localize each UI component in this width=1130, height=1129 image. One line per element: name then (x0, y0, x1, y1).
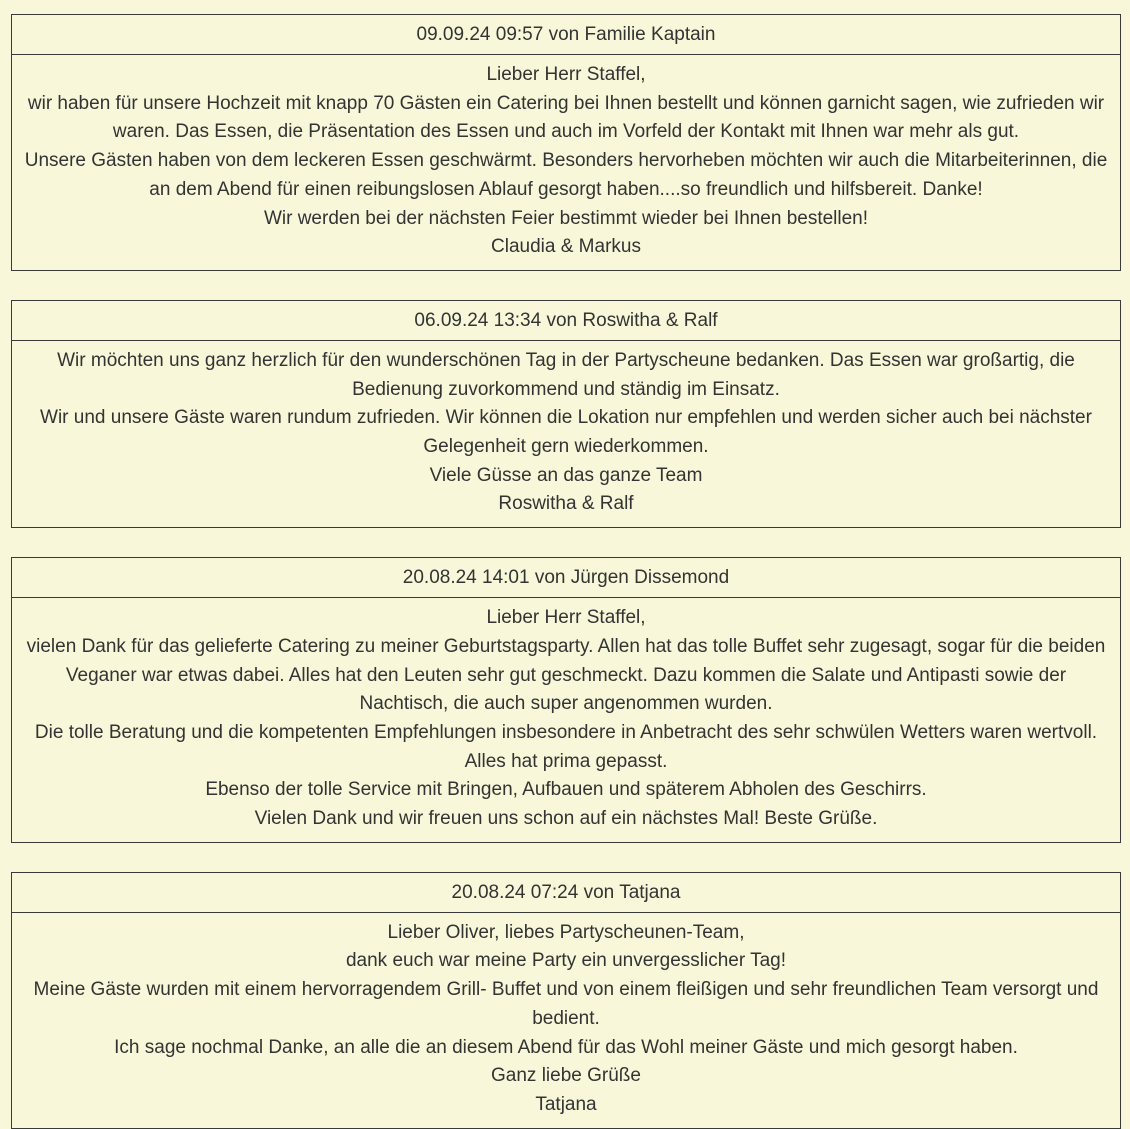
guestbook-entry (11, 300, 1121, 528)
message-line: Lieber Herr Staffel, (486, 64, 646, 85)
entry-date: 09.09.24 09:57 (416, 24, 544, 45)
message-line: Viele Güsse an das ganze Team (429, 464, 703, 486)
entry-header (12, 558, 1120, 598)
entry-message (12, 55, 1120, 270)
message-line: Ganz liebe Grüße (491, 1065, 641, 1087)
message-line: Claudia & Markus (491, 236, 641, 258)
entry-von-label: von (548, 24, 580, 45)
entry-message (12, 913, 1120, 1128)
entry-author: Roswitha & Ralf (582, 309, 718, 331)
message-line: Unsere Gästen haben von dem leckeren Essen geschwärmt. Besonders hervorheben möchten wir auch die Mitarbeiterinnen, die an dem Abend für einen reibungslosen Ablauf gesorgt haben....so freundlich und hilfsbereit. Danke! (24, 150, 1108, 200)
message-line: vielen Dank für das gelieferte Catering zu meiner Geburtstagsparty. Allen hat das tolle Buffet sehr zugesagt, sogar für die beiden Veganer war etwas dabei. Alles hat den Leuten sehr gut geschmeckt. Dazu kommen die Salate und Antipasti sowie der Nachtisch, die auch super angenommen wurden. (26, 635, 1106, 715)
message-line: wir haben für unsere Hochzeit mit knapp 70 Gästen ein Catering bei Ihnen bestellt und können garnicht sagen, wie zufrieden wir waren. Das Essen, die Präsentation des Essen und auch im Vorfeld der Kontakt mit Ihnen war mehr als gut. (27, 92, 1105, 143)
entry-von-label: von (534, 567, 566, 589)
entry-date: 20.08.24 14:01 (402, 567, 530, 589)
guestbook-entry (11, 14, 1121, 271)
message-line: Tatjana (535, 1093, 597, 1115)
message-line: Meine Gäste wurden mit einem hervorragendem Grill- Buffet und von einem fleißigen und sehr freundlichen Team versorgt und bedient. (33, 979, 1099, 1029)
entry-author: Tatjana (619, 881, 681, 903)
message-line: Roswitha & Ralf (498, 493, 634, 515)
guestbook-entry (11, 557, 1121, 843)
message-line: Lieber Herr Staffel, (486, 607, 646, 629)
entry-message (12, 598, 1120, 842)
message-line: Ebenso der tolle Service mit Bringen, Aufbauen und späterem Abholen des Geschirrs. (205, 779, 927, 801)
entry-date: 06.09.24 13:34 (414, 309, 542, 331)
message-line: Ich sage nochmal Danke, an alle die an diesem Abend für das Wohl meiner Gäste und mich gesorgt haben. (114, 1036, 1018, 1058)
entry-author: Jürgen Dissemond (570, 567, 730, 589)
message-line: Wir und unsere Gäste waren rundum zufrieden. Wir können die Lokation nur empfehlen und werden sicher auch bei nächster Gelegenheit gern wiederkommen. (40, 407, 1092, 458)
message-line: Die tolle Beratung und die kompetenten Empfehlungen insbesondere in Anbetracht des sehr schwülen Wetters waren wertvoll. Alles hat prima gepasst. (34, 721, 1098, 772)
entry-header (12, 15, 1120, 55)
message-line: Lieber Oliver, liebes Partyscheunen-Team, (387, 921, 745, 943)
entry-von-label: von (583, 881, 615, 903)
message-line: dank euch war meine Party ein unvergesslicher Tag! (345, 950, 787, 972)
entry-header (12, 301, 1120, 341)
message-line: Wir werden bei der nächsten Feier bestimmt wieder bei Ihnen bestellen! (263, 207, 869, 229)
entry-header (12, 873, 1120, 913)
message-line: Wir möchten uns ganz herzlich für den wunderschönen Tag in der Partyscheune bedanken. Das Essen war großartig, die Bedienung zuvorkommend und ständig im Einsatz. (57, 349, 1075, 400)
entry-date: 20.08.24 07:24 (451, 881, 579, 903)
entry-von-label: von (546, 309, 578, 331)
entry-author: Familie Kaptain (584, 24, 716, 45)
guestbook-entry (11, 872, 1121, 1129)
entry-message (12, 341, 1120, 527)
message-line: Vielen Dank und wir freuen uns schon auf ein nächstes Mal! Beste Grüße. (254, 808, 878, 830)
